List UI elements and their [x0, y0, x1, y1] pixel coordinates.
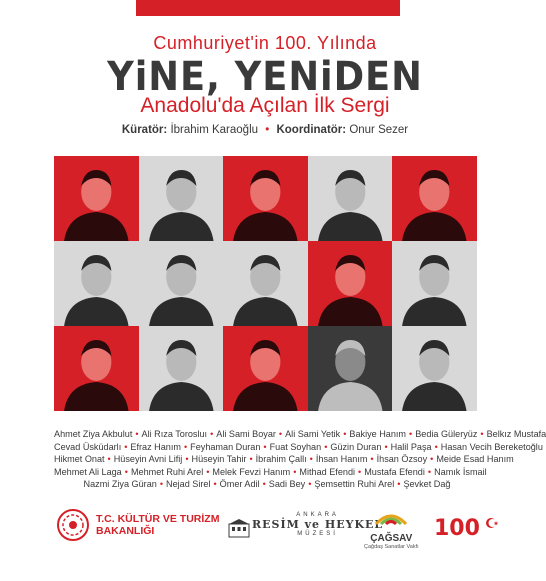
portrait-photo — [54, 241, 139, 326]
museum-building-icon — [228, 518, 250, 538]
artist-name: Mithad Efendi — [299, 466, 356, 477]
coordinator-name: Onur Sezer — [349, 124, 409, 136]
portrait-photo — [223, 156, 308, 241]
page-title: YiNE, YENiDEN — [107, 54, 423, 100]
artist-name: Melek Fevzi Hanım — [212, 466, 291, 477]
name-separator: • — [185, 454, 189, 464]
artist-name: Nejad Sirel — [166, 479, 211, 489]
names-line — [54, 441, 543, 454]
artist-names-list — [54, 428, 546, 491]
artist-name: Bakiye Hanım — [349, 429, 407, 439]
name-separator: • — [213, 479, 217, 489]
name-separator: • — [434, 441, 438, 452]
portrait-photo — [54, 156, 139, 241]
name-separator: • — [124, 466, 128, 477]
museum-logo — [228, 512, 383, 537]
artist-name: Ali Rıza Torosluı — [141, 429, 208, 439]
name-separator: • — [183, 441, 188, 452]
portrait-photo — [392, 156, 477, 241]
name-separator: • — [384, 441, 388, 452]
names-line — [54, 428, 546, 441]
artist-name: Ahmet Ziya Akbulut — [54, 429, 133, 439]
name-separator: • — [480, 429, 484, 439]
artist-name: Sadi Bey — [268, 479, 306, 489]
name-separator: • — [324, 441, 328, 452]
separator-dot: • — [265, 124, 270, 136]
crescent-star-icon — [485, 516, 499, 530]
artist-name: Ali Sami Yetik — [285, 429, 341, 439]
artist-name: Şemsettin Ruhi Arel — [314, 479, 395, 489]
cagsav-logo — [364, 510, 419, 550]
artist-name: Belkız Mustafa — [486, 429, 546, 439]
cagsav-name: ÇAĞSAV — [370, 533, 413, 544]
coordinator-label: Koordinatör: — [276, 124, 347, 136]
artist-name: Mehmet Ruhi Arel — [130, 466, 204, 477]
name-separator: • — [370, 454, 374, 464]
artist-name: Hikmet Onat — [54, 454, 105, 464]
ministry-line1: T.C. KÜLTÜR VE TURİZM — [96, 513, 220, 525]
artist-name: Fuat Soyhan — [269, 441, 322, 452]
name-separator: • — [397, 479, 401, 489]
names-line — [54, 478, 480, 491]
logo-strip — [0, 506, 530, 554]
portrait-photo — [392, 326, 477, 411]
artist-name: İhsan Özsoy — [376, 454, 428, 464]
artist-name: Mustafa Efendi — [364, 466, 425, 477]
ministry-emblem-icon — [56, 508, 90, 542]
names-line — [54, 466, 487, 479]
artist-name: Ömer Adil — [219, 479, 260, 489]
artist-name: Mehmet Ali Laga — [54, 466, 122, 477]
name-separator: • — [409, 429, 413, 439]
artist-name: İbrahim Çallı — [255, 454, 307, 464]
museum-line2: RESİM ve HEYKEL — [252, 518, 384, 531]
artist-name: Namık İsmail — [434, 466, 487, 477]
name-separator: • — [309, 454, 313, 464]
tagline: Anadolu'da Açılan İlk Sergi — [140, 94, 390, 117]
name-separator: • — [263, 441, 267, 452]
museum-line3: MÜZESİ — [297, 531, 338, 537]
artist-name: Hüseyin Tahir — [191, 454, 247, 464]
curator-label: Küratör: — [121, 124, 168, 136]
portrait-photo — [308, 156, 393, 241]
portrait-photo — [139, 156, 224, 241]
artist-name: Ali Sami Boyar — [216, 429, 276, 439]
artist-name: Cevad Üsküdarlı — [54, 441, 122, 452]
portrait-photo — [223, 241, 308, 326]
name-separator: • — [308, 479, 312, 489]
curator-name: İbrahim Karaoğlu — [170, 124, 259, 136]
portrait-grid — [54, 156, 477, 411]
subtitle: Cumhuriyet'in 100. Yılında — [153, 33, 377, 53]
name-separator: • — [430, 454, 434, 464]
name-separator: • — [135, 429, 139, 439]
name-separator: • — [124, 441, 128, 452]
portrait-photo — [308, 326, 393, 411]
artist-name: İhsan Hanım — [315, 454, 368, 464]
artist-name: Hasan Vecih Bereketoğlu — [440, 441, 543, 452]
name-separator: • — [159, 479, 163, 489]
ministry-logo — [56, 508, 219, 542]
artist-name: Feyhaman Duran — [190, 441, 261, 452]
portrait-photo — [54, 326, 139, 411]
name-separator: • — [107, 454, 111, 464]
portrait-photo — [139, 241, 224, 326]
artist-name: Efraz Hanım — [130, 441, 181, 452]
portrait-photo — [139, 326, 224, 411]
name-separator: • — [343, 429, 347, 439]
name-separator: • — [278, 429, 283, 439]
centenary-number: 100 — [434, 516, 480, 541]
top-red-bar — [136, 0, 400, 16]
cagsav-subtitle: Çağdaş Sanatlar Vakfı — [364, 544, 419, 550]
artist-name: Halil Paşa — [390, 441, 432, 452]
artist-name: Hüseyin Avni Lifij — [113, 454, 183, 464]
cagsav-arcs-icon — [374, 510, 408, 526]
name-separator: • — [249, 454, 253, 464]
artist-name: Güzin Duran — [330, 441, 382, 452]
name-separator: • — [293, 466, 297, 477]
ministry-line2: BAKANLIĞI — [96, 525, 155, 537]
artist-name: Nazmi Ziya Güran — [83, 479, 157, 489]
name-separator: • — [210, 429, 214, 439]
artist-name: Şevket Dağ — [403, 479, 451, 489]
portrait-photo — [223, 326, 308, 411]
portrait-photo — [308, 241, 393, 326]
credits — [0, 124, 530, 136]
artist-name: Bedia Güleryüz — [415, 429, 478, 439]
names-line — [54, 453, 514, 466]
artist-name: Meide Esad Hanım — [436, 454, 514, 464]
name-separator: • — [206, 466, 210, 477]
museum-line1: ANKARA — [296, 512, 339, 518]
centenary-logo — [434, 516, 499, 541]
name-separator: • — [427, 466, 432, 477]
name-separator: • — [358, 466, 362, 477]
name-separator: • — [262, 479, 266, 489]
portrait-photo — [392, 241, 477, 326]
